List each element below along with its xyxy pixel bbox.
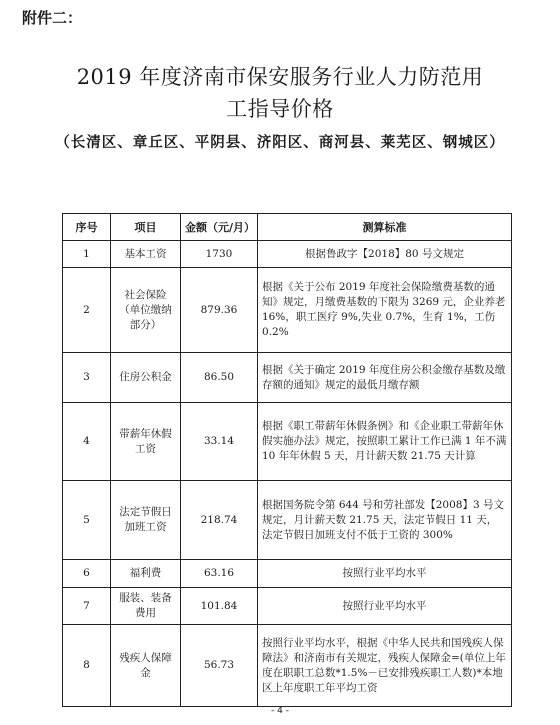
row-item: 社会保险（单位缴纳部分） (111, 268, 181, 353)
row-standard: 根据《关于公布 2019 年度社会保险缴费基数的通知》规定，月缴费基数的下限为 3269 元，企业养老 16%，职工医疗 9%,失业 0.7%，生育 1%，工伤 0.2% (258, 268, 512, 353)
header-no: 序号 (63, 214, 111, 241)
table-row (63, 625, 512, 707)
table-row (63, 241, 512, 268)
row-amount: 63.16 (181, 560, 258, 588)
table-row (63, 560, 512, 588)
row-standard: 按照行业平均水平 (258, 588, 512, 625)
row-amount: 218.74 (181, 481, 258, 560)
row-standard: 根据《关于确定 2019 年度住房公积金缴存基数及缴存额的通知》规定的最低月缴存额 (258, 353, 512, 403)
row-no: 8 (63, 625, 111, 707)
row-standard: 按照行业平均水平，根据《中华人民共和国残疾人保障法》和济南市有关规定，残疾人保障金=(单位上年度在职职工总数*1.5%－已安排残疾职工人数)*本地区上年度职工年平均工资 (258, 625, 512, 707)
row-item: 服装、装备费用 (111, 588, 181, 625)
row-no: 1 (63, 241, 111, 268)
row-amount: 86.50 (181, 353, 258, 403)
row-item: 带薪年休假工资 (111, 403, 181, 481)
header-standard: 测算标准 (258, 214, 512, 241)
table-row (63, 353, 512, 403)
row-amount: 101.84 (181, 588, 258, 625)
row-item: 福利费 (111, 560, 181, 588)
attachment-label: 附件二： (22, 9, 83, 27)
header-amount: 金额（元/月） (181, 214, 258, 241)
row-no: 4 (63, 403, 111, 481)
row-amount: 1730 (181, 241, 258, 268)
row-item: 法定节假日加班工资 (111, 481, 181, 560)
table-row (63, 403, 512, 481)
table-row (63, 481, 512, 560)
row-amount: 56.73 (181, 625, 258, 707)
row-no: 3 (63, 353, 111, 403)
row-no: 6 (63, 560, 111, 588)
row-item: 住房公积金 (111, 353, 181, 403)
document-title-line-1: 2019 年度济南市保安服务行业人力防范用 (76, 65, 484, 89)
row-item: 基本工资 (111, 241, 181, 268)
row-no: 2 (63, 268, 111, 353)
row-amount: 879.36 (181, 268, 258, 353)
table-row (63, 588, 512, 625)
row-no: 5 (63, 481, 111, 560)
row-amount: 33.14 (181, 403, 258, 481)
row-item: 残疾人保障金 (111, 625, 181, 707)
header-item: 项目 (111, 214, 181, 241)
document-title-line-2: 工指导价格 (226, 97, 334, 121)
table-row (63, 268, 512, 353)
table-header-row (63, 214, 512, 241)
row-standard: 根据《职工带薪年休假条例》和《企业职工带薪年休假实施办法》规定，按照职工累计工作已满 1 年不满 10 年年休假 5 天，月计薪天数 21.75 天计算 (258, 403, 512, 481)
row-standard: 按照行业平均水平 (258, 560, 512, 588)
price-table (62, 213, 512, 707)
row-standard: 根据国务院令第 644 号和劳社部发【2008】3 号文规定，月计薪天数 21.75 天，法定节假日 11 天，法定节假日加班支付不低于工资的 300% (258, 481, 512, 560)
document-subtitle: （长清区、章丘区、平阴县、济阳区、商河县、莱芜区、钢城区） (55, 134, 505, 151)
page-number: - 4 - (271, 706, 289, 716)
row-no: 7 (63, 588, 111, 625)
row-standard: 根据鲁政字【2018】80 号文规定 (258, 241, 512, 268)
